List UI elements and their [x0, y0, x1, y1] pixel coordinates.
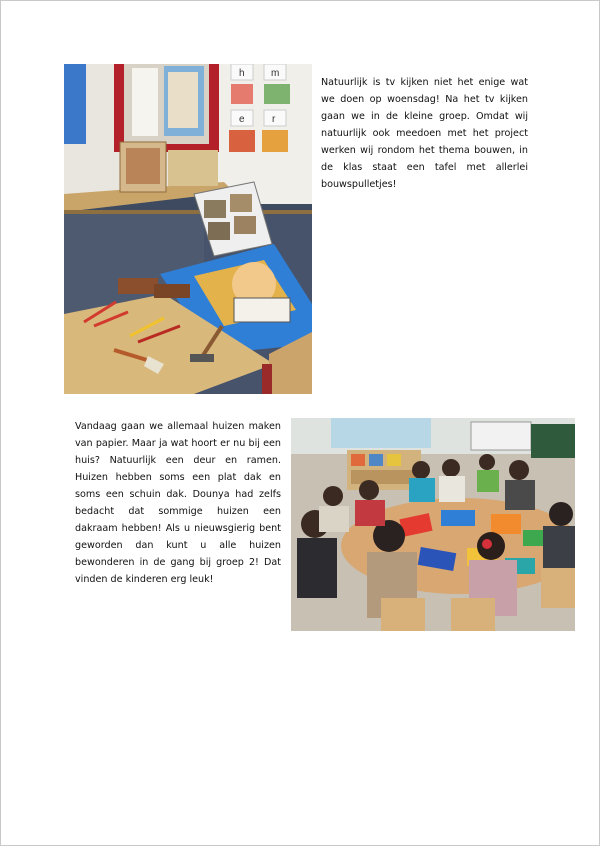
wall-letter-h: h [239, 68, 245, 79]
wall-letter-e: e [239, 114, 245, 125]
wall-letter-m: m [271, 68, 280, 79]
photo-children-crafting-image [291, 418, 575, 631]
wall-letter-r: r [272, 114, 276, 125]
photo-building-table [64, 64, 312, 394]
paragraph-woensdag: Natuurlijk is tv kijken niet het enige wat we doen op woensdag! Na het tv kijken gaan we in de kleine groep. Omdat wij natuurlijk ook meedoen met het project werken wij rondom het thema bouwen, in de klas staat een tafel met allerlei bouwspulletjes! [321, 77, 528, 190]
photo-children-crafting [291, 418, 575, 631]
paragraph-huizen-maken: Vandaag gaan we allemaal huizen maken van papier. Maar ja wat hoort er nu bij een huis? Natuurlijk een deur en ramen. Huizen hebben soms een plat dak en soms een schuin dak. Dounya had zelfs bedacht dat sommige huizen een dakraam hebben! Als u nieuwsgierig bent geworden dan kunt u alle huizen bewonderen in de gang bij groep 2! Dat vinden de kinderen erg leuk! [75, 421, 281, 585]
photo-building-table-image [64, 64, 312, 394]
